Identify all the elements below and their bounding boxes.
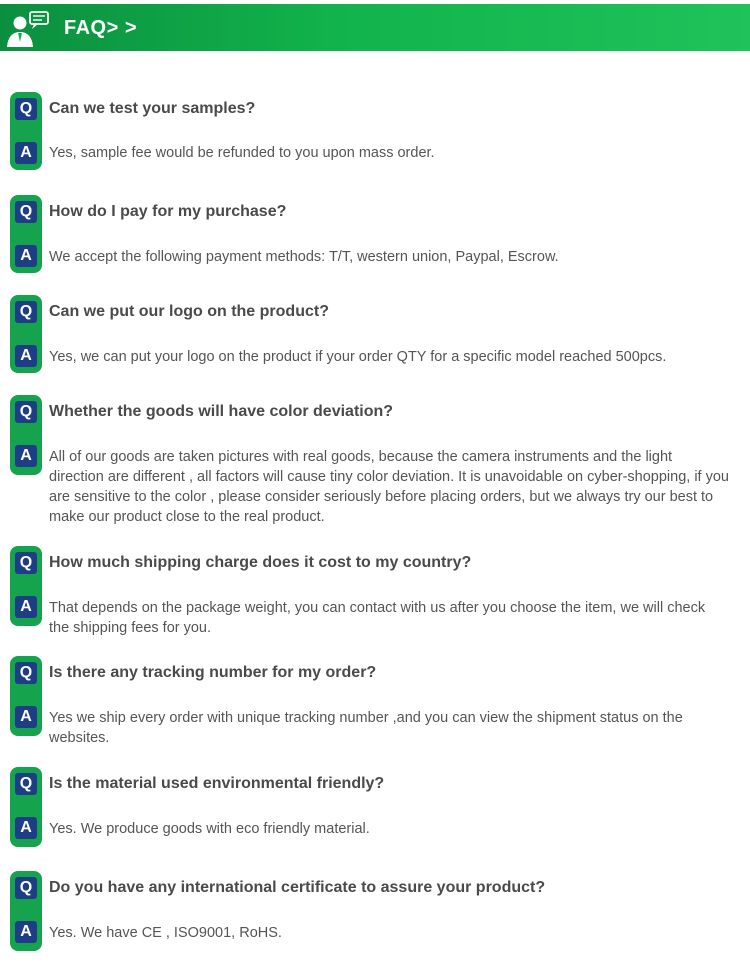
question-badge: Q (15, 773, 37, 795)
answer-badge: A (15, 445, 37, 467)
faq-person-chat-icon (6, 9, 52, 49)
answer-badge: A (15, 706, 37, 728)
faq-answer: Yes. We have CE , ISO9001, RoHS. (49, 925, 282, 941)
answer-badge: A (15, 345, 37, 367)
faq-answer: Yes, we can put your logo on the product if your order QTY for a specific model reached 500pcs. (49, 349, 667, 365)
faq-item (10, 767, 740, 847)
question-badge: Q (15, 98, 37, 120)
faq-answer: We accept the following payment methods: T/T, western union, Paypal, Escrow. (49, 249, 559, 265)
page-title: FAQ> > (64, 17, 138, 39)
faq-question: Is the material used environmental friendly? (49, 775, 385, 792)
question-badge: Q (15, 662, 37, 684)
faq-question: Do you have any international certificate to assure your product? (49, 879, 546, 896)
question-badge: Q (15, 552, 37, 574)
faq-question: Can we put our logo on the product? (49, 303, 329, 320)
faq-question: Is there any tracking number for my order? (49, 664, 377, 681)
faq-item (10, 656, 740, 746)
faq-answer: Yes, sample fee would be refunded to you upon mass order. (49, 145, 435, 161)
faq-item (10, 295, 740, 373)
question-badge: Q (15, 301, 37, 323)
question-badge: Q (15, 401, 37, 423)
faq-question: How much shipping charge does it cost to my country? (49, 554, 472, 571)
answer-badge: A (15, 921, 37, 943)
faq-item (10, 92, 740, 170)
faq-item (10, 395, 740, 525)
question-badge: Q (15, 201, 37, 223)
answer-badge: A (15, 142, 37, 164)
faq-answer: Yes we ship every order with unique tracking number ,and you can view the shipment status on the websites. (49, 710, 683, 746)
question-badge: Q (15, 877, 37, 899)
faq-question: Can we test your samples? (49, 100, 256, 117)
faq-answer: All of our goods are taken pictures with real goods, because the camera instruments and the light direction are different , all factors will cause tiny color deviation. It is unavoidable on cyber-shopping, if you are sensitive to the color , please consider seriously before placing orders, but we always try our best to make our product close to the real product. (49, 449, 729, 525)
faq-item (10, 195, 740, 273)
faq-banner (0, 4, 750, 51)
faq-question: How do I pay for my purchase? (49, 203, 287, 220)
answer-badge: A (15, 596, 37, 618)
faq-answer: That depends on the package weight, you can contact with us after you choose the item, we will check the shipping fees for you. (49, 600, 706, 636)
answer-badge: A (15, 245, 37, 267)
faq-answer: Yes. We produce goods with eco friendly material. (49, 821, 370, 837)
faq-item (10, 871, 740, 951)
answer-badge: A (15, 817, 37, 839)
faq-item (10, 546, 740, 636)
faq-question: Whether the goods will have color deviation? (49, 403, 394, 420)
